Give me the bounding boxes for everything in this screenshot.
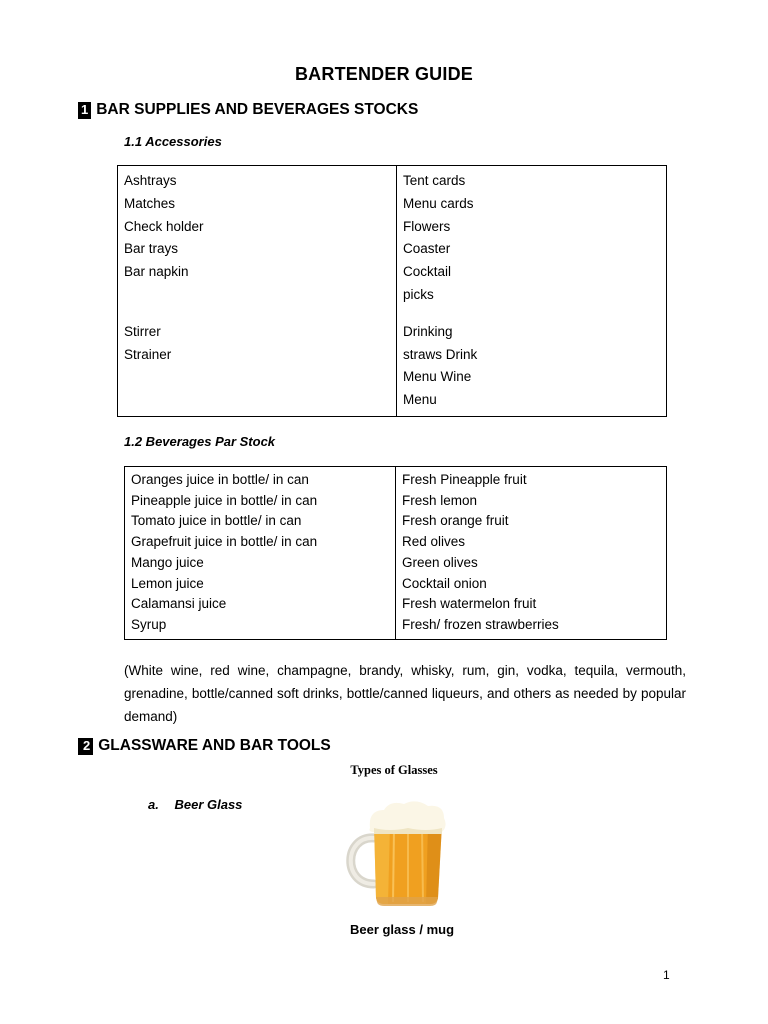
beer-mug-icon	[340, 798, 460, 908]
list-item: Check holder	[124, 218, 204, 234]
list-item: Strainer	[124, 346, 172, 362]
list-item: Menu cards	[403, 195, 474, 211]
list-item: Syrup	[131, 616, 167, 632]
beer-glass-item	[148, 797, 242, 812]
section-1-heading	[78, 101, 418, 119]
list-item: Fresh/ frozen strawberries	[402, 616, 559, 632]
list-item: Red olives	[402, 534, 466, 550]
list-item: Fresh watermelon fruit	[402, 596, 537, 612]
list-item: Fresh orange fruit	[402, 513, 509, 529]
list-item: Drinking	[403, 323, 453, 339]
list-item: Ashtrays	[124, 173, 177, 188]
par-stock-table	[124, 466, 667, 640]
list-item: Bar napkin	[124, 264, 189, 280]
par-stock-right-column	[396, 467, 667, 640]
list-item: Green olives	[402, 554, 478, 570]
list-item: Oranges juice in bottle/ in can	[131, 472, 309, 487]
list-item: Bar trays	[124, 241, 179, 257]
section-2-heading	[78, 737, 331, 755]
accessories-right-column	[397, 166, 667, 417]
beer-glass-caption: Beer glass / mug	[349, 922, 455, 937]
section-2-number: 2	[78, 738, 93, 755]
section-1-number: 1	[78, 102, 91, 119]
list-item: Menu	[403, 392, 437, 408]
section-2-title: GLASSWARE AND BAR TOOLS	[98, 737, 331, 754]
list-item: Lemon juice	[131, 575, 204, 591]
list-item: picks	[403, 286, 434, 302]
types-of-glasses-title: Types of Glasses	[350, 763, 438, 777]
list-item: Tomato juice in bottle/ in can	[131, 513, 302, 529]
accessories-left-column	[118, 166, 397, 417]
list-item: Flowers	[403, 218, 451, 234]
list-item: Pineapple juice in bottle/ in can	[131, 492, 318, 508]
list-item: Tent cards	[403, 173, 466, 188]
page-number: 1	[663, 968, 670, 982]
list-item: Calamansi juice	[131, 596, 227, 612]
accessories-subheading: 1.1 Accessories	[124, 134, 222, 149]
document-title: BARTENDER GUIDE	[294, 64, 473, 84]
list-item: Cocktail	[403, 264, 452, 280]
section-1-title: BAR SUPPLIES AND BEVERAGES STOCKS	[96, 101, 419, 118]
list-item: Cocktail onion	[402, 575, 487, 591]
item-name: Beer Glass	[174, 797, 243, 812]
list-item: Menu Wine	[403, 369, 472, 385]
list-item: Fresh Pineapple fruit	[402, 472, 527, 487]
list-item: Coaster	[403, 241, 451, 257]
accessories-table	[117, 165, 667, 417]
list-item: Matches	[124, 195, 176, 211]
list-item: straws Drink	[403, 346, 478, 362]
item-letter: a.	[148, 797, 159, 812]
list-item: Mango juice	[131, 554, 204, 570]
list-item: Grapefruit juice in bottle/ in can	[131, 534, 318, 550]
list-item: Fresh lemon	[402, 492, 478, 508]
beverages-note: (White wine, red wine, champagne, brandy, whisky, rum, gin, vodka, tequila, vermouth, grenadine, bottle/canned soft drinks, bottle/canned liqueurs, and others as needed by popular demand)	[124, 663, 686, 724]
par-stock-left-column	[125, 467, 396, 640]
list-item: Stirrer	[124, 323, 161, 339]
par-stock-subheading: 1.2 Beverages Par Stock	[124, 434, 276, 449]
